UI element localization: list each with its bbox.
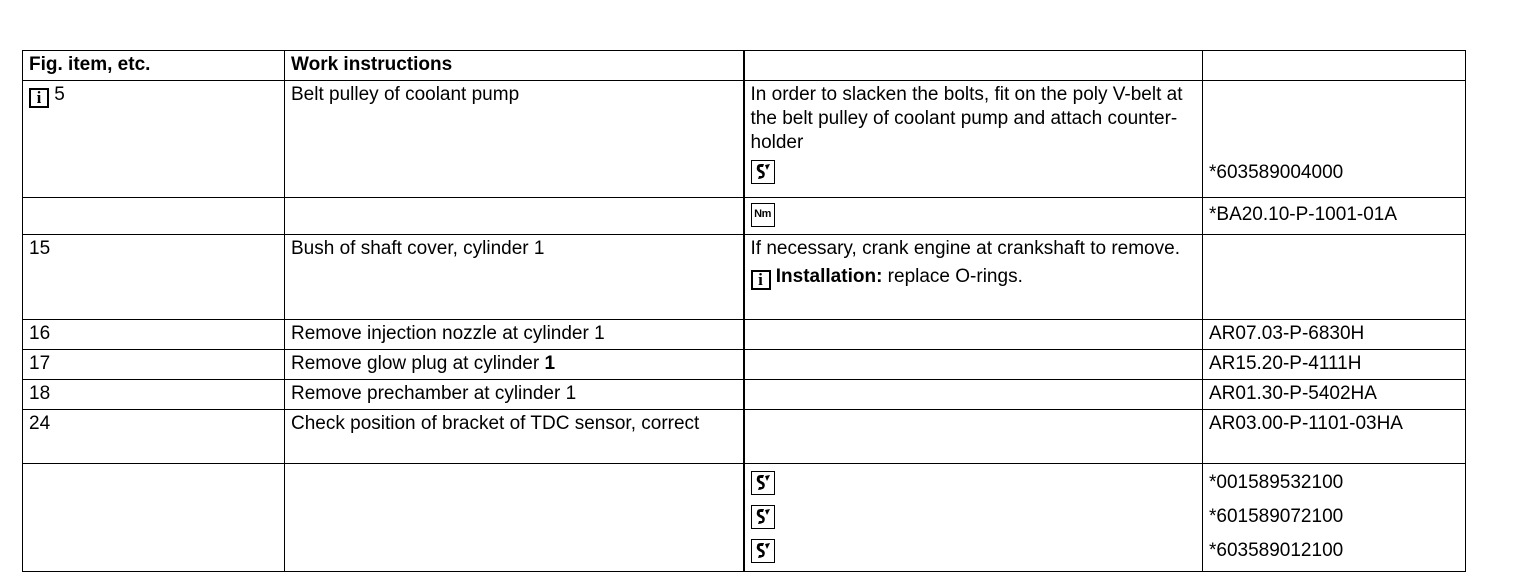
- row-item-cell: 16: [23, 320, 285, 350]
- torque-icon[interactable]: Nm: [751, 203, 775, 227]
- note-text: In order to slacken the bolts, fit on the poly V-belt at the belt pulley of coolant pump and attach counter-holder: [750, 84, 1183, 153]
- header-work-instructions: Work instructions: [285, 51, 744, 81]
- special-tool-icon[interactable]: [751, 160, 775, 184]
- row-ref-cell[interactable]: AR01.30-P-5402HA: [1203, 380, 1466, 410]
- row-ref-cell[interactable]: AR15.20-P-4111H: [1203, 350, 1466, 380]
- installation-label: Installation:: [775, 266, 883, 287]
- row-instruction-cell: [285, 81, 744, 198]
- tool-part-number[interactable]: *601589072100: [1209, 506, 1344, 527]
- torque-reference[interactable]: *BA20.10-P-1001-01A: [1209, 204, 1398, 225]
- row-ref-cell: [1203, 81, 1466, 198]
- row-note-cell: [744, 464, 1203, 572]
- row-item-cell: [23, 81, 285, 198]
- tool-part-number[interactable]: *603589004000: [1209, 162, 1344, 183]
- info-icon[interactable]: i: [29, 88, 49, 108]
- table-row: [23, 198, 1466, 235]
- installation-text: replace O-rings.: [882, 266, 1023, 287]
- table-row: [23, 410, 1466, 464]
- row-item-cell: [23, 464, 285, 572]
- table-row: [23, 235, 1466, 320]
- table-header-row: [23, 51, 1466, 81]
- header-fig-item: Fig. item, etc.: [23, 51, 285, 81]
- row-note-cell: [744, 320, 1203, 350]
- row-ref-cell[interactable]: AR03.00-P-1101-03HA: [1203, 410, 1466, 464]
- table-row: [23, 320, 1466, 350]
- row-instruction-cell: [285, 464, 744, 572]
- special-tool-icon[interactable]: [751, 505, 775, 529]
- row-ref-cell: [1203, 464, 1466, 572]
- header-col3: [744, 51, 1203, 81]
- row-item-cell: 18: [23, 380, 285, 410]
- tool-part-number[interactable]: *001589532100: [1209, 472, 1344, 493]
- row-ref-cell: [1203, 198, 1466, 235]
- table-row: [23, 380, 1466, 410]
- note-text: If necessary, crank engine at crankshaft to remove.: [750, 238, 1180, 259]
- row-instruction-cell: Check position of bracket of TDC sensor, correct: [285, 410, 744, 464]
- item-number: 5: [54, 84, 65, 105]
- special-tool-icon[interactable]: [751, 539, 775, 563]
- row-note-cell: [744, 410, 1203, 464]
- row-item-cell: 17: [23, 350, 285, 380]
- info-icon[interactable]: i: [751, 270, 771, 290]
- work-instructions-table: [22, 50, 1466, 572]
- table-row: [23, 81, 1466, 198]
- tool-part-number[interactable]: *603589012100: [1209, 540, 1344, 561]
- row-instruction-cell: [285, 198, 744, 235]
- row-instruction-cell: [285, 350, 744, 380]
- header-col4: [1203, 51, 1466, 81]
- row-note-cell: [744, 350, 1203, 380]
- table-row: [23, 350, 1466, 380]
- row-note-cell: [744, 235, 1203, 320]
- row-item-cell: 15: [23, 235, 285, 320]
- row-instruction-cell: Remove injection nozzle at cylinder 1: [285, 320, 744, 350]
- row-note-cell: [744, 81, 1203, 198]
- special-tool-icon[interactable]: [751, 471, 775, 495]
- row-note-cell: [744, 380, 1203, 410]
- row-ref-cell[interactable]: AR07.03-P-6830H: [1203, 320, 1466, 350]
- instruction-bold: 1: [544, 353, 556, 374]
- row-ref-cell: [1203, 235, 1466, 320]
- row-instruction-cell: Bush of shaft cover, cylinder 1: [285, 235, 744, 320]
- row-item-cell: 24: [23, 410, 285, 464]
- row-instruction-cell: Remove prechamber at cylinder 1: [285, 380, 744, 410]
- row-item-cell: [23, 198, 285, 235]
- instruction-text: Remove glow plug at cylinder: [291, 353, 545, 374]
- instruction-text: Belt pulley of coolant pump: [291, 84, 520, 105]
- row-note-cell: [744, 198, 1203, 235]
- table-row: [23, 464, 1466, 572]
